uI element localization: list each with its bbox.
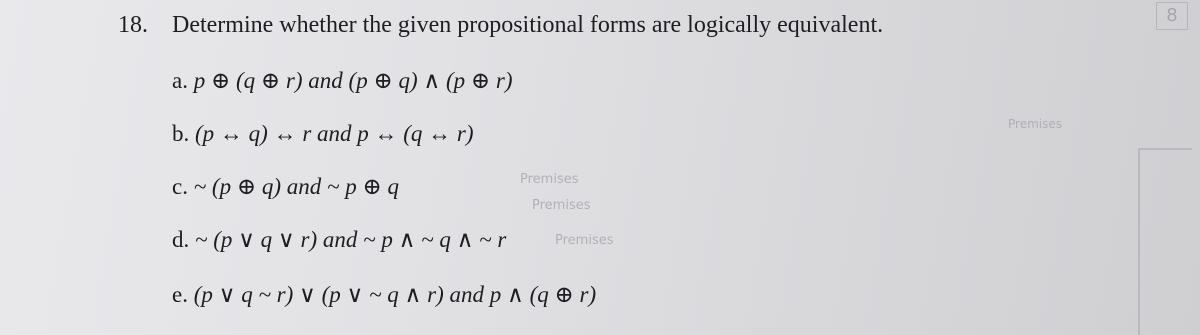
item-label: e. <box>172 282 188 307</box>
item-expression: (p ∨ q ~ r) ∨ (p ∨ ~ q ∧ r) and p ∧ (q ⊕ r) <box>193 282 597 307</box>
item-label: b. <box>172 121 190 146</box>
bleed-through-text: Premises <box>1008 117 1062 131</box>
page-corner-box: 8 <box>1156 2 1188 30</box>
item-expression: ~ (p ⊕ q) and ~ p ⊕ q <box>193 174 399 199</box>
exercise-item-b <box>172 121 474 147</box>
exercise-item-d <box>172 227 506 253</box>
bleed-through-text: Premises <box>555 233 614 248</box>
item-expression: p ⊕ (q ⊕ r) and (p ⊕ q) ∧ (p ⊕ r) <box>193 68 513 93</box>
item-label: d. <box>172 227 190 252</box>
exercise-item-c <box>172 174 399 200</box>
bleed-through-text: Premises <box>520 172 579 187</box>
exercise-instruction: Determine whether the given propositional forms are logically equivalent. <box>172 12 884 38</box>
item-expression: ~ (p ∨ q ∨ r) and ~ p ∧ ~ q ∧ ~ r <box>195 227 507 252</box>
item-label: c. <box>172 174 188 199</box>
exercise-number: 18. <box>118 12 148 38</box>
bleed-through-table-frame <box>1138 148 1192 335</box>
exercise-heading <box>118 12 883 39</box>
exercise-item-a <box>172 68 513 94</box>
bleed-through-text: Premises <box>532 198 591 213</box>
item-label: a. <box>172 68 188 93</box>
exercise-item-e <box>172 282 596 308</box>
item-expression: (p ↔ q) ↔ r and p ↔ (q ↔ r) <box>195 121 474 146</box>
